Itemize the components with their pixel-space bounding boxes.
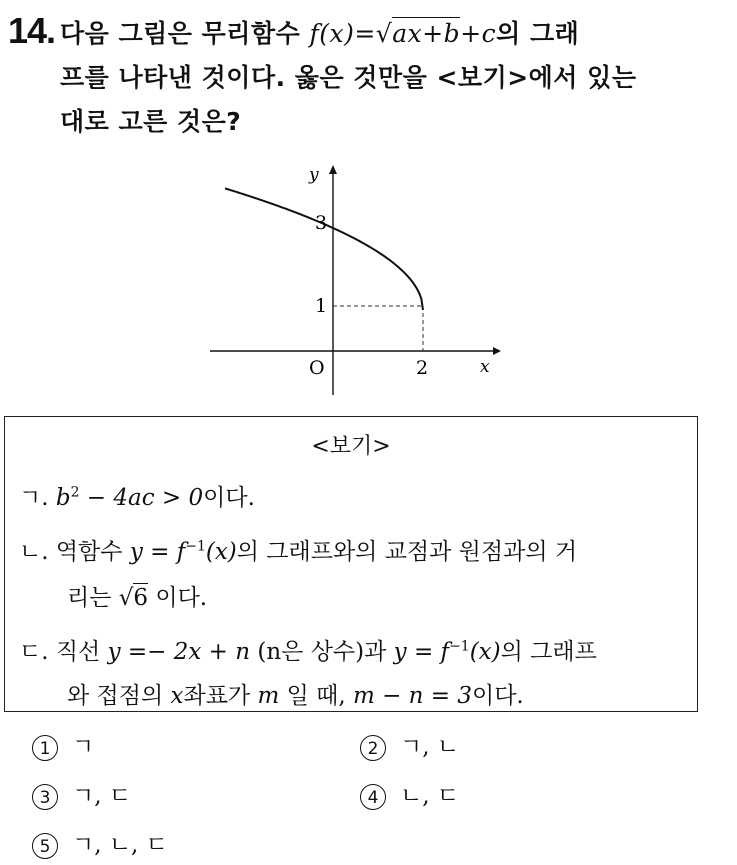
bogi-item-c-line2 <box>67 677 524 710</box>
choice-text: ㄱ, ㄴ <box>400 734 460 760</box>
bogi-item-b-line1 <box>19 533 577 566</box>
choice-text: ㄱ, ㄷ <box>72 783 132 809</box>
item-c-line-eq: y =− 2x + n <box>107 639 251 665</box>
sqrt-icon: √ <box>375 19 393 48</box>
item-b-radicand: 6 <box>133 585 149 611</box>
choice-5[interactable] <box>32 826 168 859</box>
item-c-line2-post: 일 때, <box>279 683 353 709</box>
item-a-exponent: 2 <box>70 484 80 501</box>
choice-number-icon: 5 <box>32 833 58 859</box>
item-b-arg: (x) <box>205 539 237 565</box>
item-c-line2-pre: 와 접점의 <box>67 683 171 709</box>
y-tick-1: 1 <box>315 295 328 317</box>
item-c-post: 의 그래프 <box>500 639 597 665</box>
bogi-item-b-line2 <box>67 579 207 612</box>
item-a-inequality: − 4ac > 0 <box>79 485 204 511</box>
y-axis-arrow-icon <box>329 165 337 174</box>
item-b-post: 의 그래프와의 교점과 원점과의 거 <box>236 539 578 565</box>
question-text-end: 의 그래 <box>496 19 580 48</box>
choice-number-icon: 4 <box>360 784 386 810</box>
origin-label: O <box>309 357 325 379</box>
question-text-start: 다음 그림은 무리함수 <box>60 19 310 48</box>
choice-number-icon: 3 <box>32 784 58 810</box>
item-c-pre: 직선 <box>55 639 108 665</box>
item-a-b: b <box>55 485 71 511</box>
plus-c: +c <box>460 19 497 48</box>
choice-2[interactable] <box>360 728 459 761</box>
question-number: 14. <box>8 10 56 51</box>
choice-4[interactable] <box>360 777 459 810</box>
item-b-line2-pre: 리는 <box>67 585 119 611</box>
item-c-expr: m − n = 3 <box>352 683 472 709</box>
item-b-line2-post: 이다. <box>148 585 208 611</box>
item-c-x: x <box>170 683 184 709</box>
choice-1[interactable] <box>32 728 94 761</box>
item-c-paren: (n은 상수)과 <box>250 639 394 665</box>
function-graph <box>205 158 505 398</box>
item-c-arg: (x) <box>469 639 501 665</box>
choice-text: ㄱ <box>72 734 95 760</box>
sqrt-icon: √ <box>118 585 134 611</box>
function-name: f(x) <box>309 19 355 48</box>
item-b-pre: 역함수 <box>55 539 130 565</box>
bogi-item-a <box>19 479 255 512</box>
item-c-mid: 좌표가 <box>183 683 258 709</box>
item-c-m: m <box>257 683 280 709</box>
x-axis-arrow-icon <box>493 347 501 355</box>
choice-number-icon: 2 <box>360 735 386 761</box>
choice-text: ㄴ, ㄷ <box>400 783 460 809</box>
question-line-2: 프를 나타낸 것이다. 옳은 것만을 <보기>에서 있는 <box>60 63 637 92</box>
item-b-inverse: −1 <box>185 538 206 555</box>
x-tick-2: 2 <box>416 357 429 379</box>
bogi-box <box>4 416 698 712</box>
question-line-3: 대로 고른 것은? <box>60 107 242 136</box>
item-c-end: 이다. <box>472 683 524 709</box>
choice-number-icon: 1 <box>32 735 58 761</box>
bogi-title: <보기> <box>311 434 391 459</box>
item-c-marker: ㄷ. <box>19 639 49 665</box>
equals-sign: = <box>354 19 376 48</box>
question-line-1 <box>60 14 579 50</box>
bogi-item-c-line1 <box>19 633 597 666</box>
choice-3[interactable] <box>32 777 131 810</box>
item-b-func: y = f <box>129 539 186 565</box>
item-c-func: y = f <box>393 639 450 665</box>
choice-text: ㄱ, ㄴ, ㄷ <box>72 832 168 858</box>
x-axis-label: x <box>480 357 490 377</box>
y-axis-label: y <box>309 165 319 185</box>
item-a-marker: ㄱ. <box>19 485 49 511</box>
item-a-suffix: 이다. <box>203 485 255 511</box>
y-tick-3: 3 <box>315 212 328 234</box>
radicand: ax+b <box>392 19 461 48</box>
item-c-inverse: −1 <box>449 638 470 655</box>
function-curve <box>225 188 423 310</box>
item-b-marker: ㄴ. <box>19 539 49 565</box>
